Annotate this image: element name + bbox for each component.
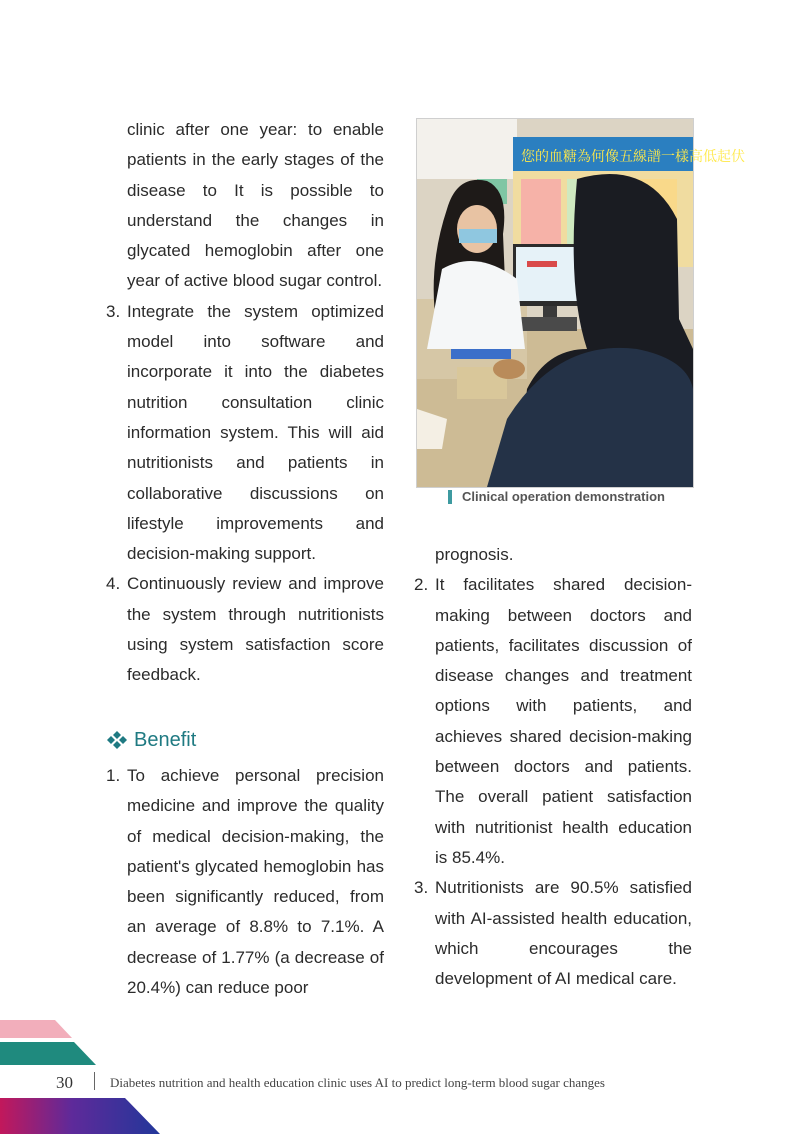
poster-sign-text: 您的血糖為何像五線譜一樣高低起伏 bbox=[521, 149, 745, 165]
benefit-item-1 bbox=[106, 761, 384, 1003]
page-number: 30 bbox=[56, 1073, 73, 1092]
list-number: 3. bbox=[106, 301, 121, 321]
list-text: Nutritionists are 90.5% satisfied with AI-assisted health education, which encourages the development of AI medical care. bbox=[435, 878, 692, 989]
list-number: 4. bbox=[106, 574, 121, 594]
right-column bbox=[414, 540, 692, 994]
benefit-item-2 bbox=[414, 570, 692, 873]
photo-caption bbox=[448, 489, 665, 504]
benefit-heading-text: Benefit bbox=[134, 728, 197, 751]
intro-paragraph: clinic after one year: to enable patients in the early stages of the disease to It is possible to understand the changes in glycated hemoglobin after one year of active blood sugar control. bbox=[127, 120, 384, 291]
footer-teal-stripe bbox=[0, 1042, 96, 1065]
caption-bar bbox=[448, 490, 452, 504]
list-number: 3. bbox=[414, 878, 429, 898]
list-item-4 bbox=[106, 569, 384, 690]
footer-pink-stripe bbox=[0, 1020, 72, 1038]
benefit-heading bbox=[106, 725, 384, 755]
clinic-scene-illustration bbox=[417, 119, 745, 487]
list-text: To achieve personal precision medicine and improve the quality of medical decision-making, the patient's glycated hemoglobin has been significantly reduced, from an average of 8.8% to 7.1%. A decrease of 1.77% (a decrease of 20.4%) can reduce poor bbox=[127, 765, 384, 998]
footer-decoration bbox=[0, 1010, 800, 1134]
list-text: Integrate the system optimized model into software and incorporate it into the diabetes nutrition consultation clinic information system. This will aid nutritionists and patients in collaborative discussions on lifestyle improvements and decision-making support. bbox=[127, 301, 384, 564]
list-number: 1. bbox=[106, 765, 121, 785]
footer-separator bbox=[94, 1072, 95, 1090]
list-item-3 bbox=[106, 297, 384, 570]
spacer bbox=[106, 691, 384, 721]
continuation-text: prognosis. bbox=[435, 545, 514, 564]
diamond-cluster-icon bbox=[106, 730, 128, 750]
list-number: 2. bbox=[414, 575, 429, 595]
benefit-item-3 bbox=[414, 873, 692, 994]
list-text: It facilitates shared decision-making between doctors and patients, facilitates discussion of disease changes and treatment options with patients, and achieves shared decision-making between doctors and patients. The overall patient satisfaction with nutritionist health education is 85.4%. bbox=[435, 575, 692, 867]
footer-purple-stripe bbox=[0, 1098, 160, 1134]
list-text: Continuously review and improve the system through nutritionists using system satisfaction score feedback. bbox=[127, 574, 384, 685]
running-title: Diabetes nutrition and health education clinic uses AI to predict long-term blood sugar changes bbox=[110, 1075, 605, 1090]
caption-text: Clinical operation demonstration bbox=[462, 489, 665, 504]
left-column bbox=[106, 115, 384, 1003]
clinic-photo bbox=[416, 118, 745, 488]
